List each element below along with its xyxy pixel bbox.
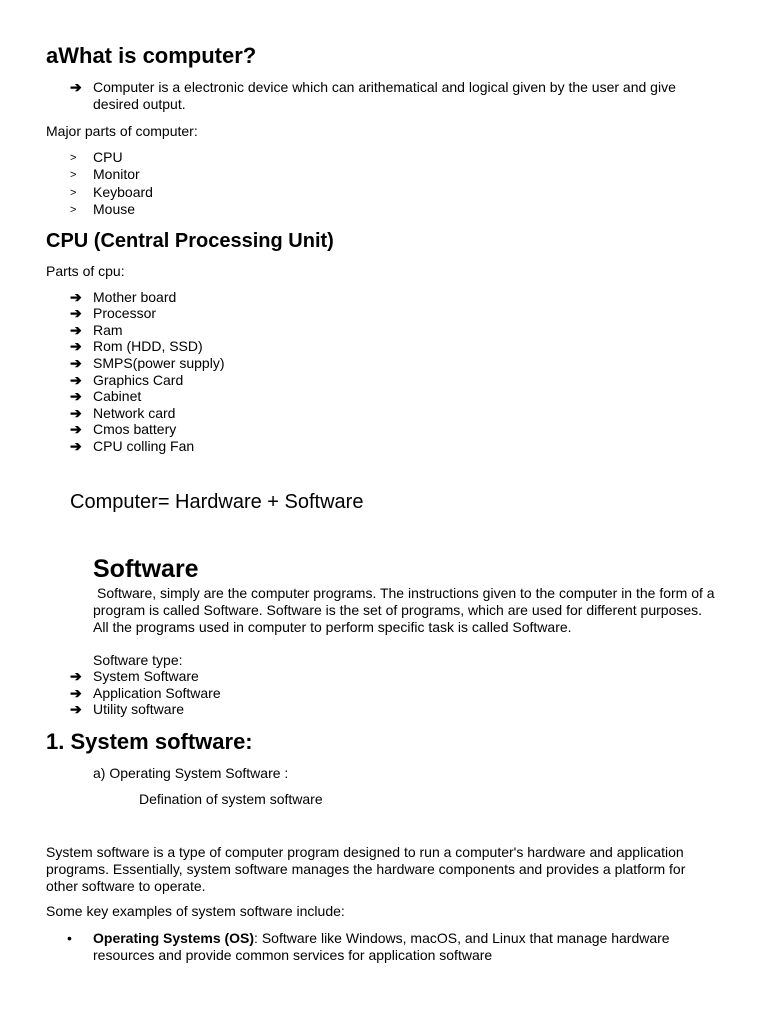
arrow-bullet-icon: ➔ (70, 355, 82, 371)
system-paragraph: System software is a type of computer program designed to run a computer's hardware and application programs. Essentially, system software manages the hardware components and provides a platform for other software to operate. (46, 844, 686, 894)
equation-text: Computer= Hardware + Software (70, 491, 364, 513)
software-paragraph: Software, simply are the computer programs. The instructions given to the computer in the form of a program is called Software. Software is the set of programs, which are used for different purposes. All the programs used in computer to perform specific task is called Software. (93, 585, 715, 635)
cpu-heading: CPU (Central Processing Unit) (46, 230, 334, 252)
arrow-bullet-icon: ➔ (70, 289, 82, 305)
chevron-right-icon: > (70, 169, 77, 181)
list-item: Cmos battery (93, 421, 177, 437)
list-item: Network card (93, 405, 176, 421)
list-item: Mouse (93, 201, 136, 217)
list-item: Rom (HDD, SSD) (93, 338, 203, 354)
system-software-heading: 1. System software: (46, 729, 253, 754)
arrow-bullet-icon: ➔ (70, 305, 82, 321)
definition-text: Computer is a electronic device which can arithematical and logical given by the user and give desired output. (93, 79, 676, 112)
list-item: SMPS(power supply) (93, 355, 225, 371)
list-item: Processor (93, 305, 157, 321)
examples-label: Some key examples of system software include: (46, 903, 345, 919)
software-heading: Software (93, 555, 199, 583)
list-item: CPU colling Fan (93, 438, 195, 454)
list-item: Cabinet (93, 388, 142, 404)
arrow-bullet-icon: ➔ (70, 405, 82, 421)
list-item: Mother board (93, 289, 177, 305)
arrow-bullet-icon: ➔ (70, 79, 82, 95)
arrow-bullet-icon: ➔ (70, 701, 82, 717)
defination-label: Defination of system software (139, 791, 323, 807)
arrow-bullet-icon: ➔ (70, 668, 82, 684)
list-item: Application Software (93, 685, 221, 701)
cpu-parts-label: Parts of cpu: (46, 263, 125, 279)
arrow-bullet-icon: ➔ (70, 388, 82, 404)
list-item: Monitor (93, 166, 140, 182)
arrow-bullet-icon: ➔ (70, 421, 82, 437)
list-item: Ram (93, 322, 123, 338)
list-item (93, 930, 713, 964)
list-item: CPU (93, 149, 123, 165)
bullet-dot-icon: • (67, 930, 72, 946)
arrow-bullet-icon: ➔ (70, 438, 82, 454)
list-item: Utility software (93, 701, 185, 717)
list-item: Keyboard (93, 184, 153, 200)
list-item: Graphics Card (93, 372, 184, 388)
chevron-right-icon: > (70, 204, 77, 216)
os-description: : Software like Windows, macOS, and Linux that manage hardware resources and provide common services for application software (93, 930, 670, 963)
arrow-bullet-icon: ➔ (70, 685, 82, 701)
arrow-bullet-icon: ➔ (70, 338, 82, 354)
os-item: a) Operating System Software : (93, 765, 289, 781)
arrow-bullet-icon: ➔ (70, 322, 82, 338)
software-type-label: Software type: (93, 652, 183, 668)
arrow-bullet-icon: ➔ (70, 372, 82, 388)
major-parts-label: Major parts of computer: (46, 123, 198, 139)
os-term: Operating Systems (OS) (93, 930, 255, 946)
chevron-right-icon: > (70, 187, 77, 199)
page-title: aWhat is computer? (46, 43, 257, 68)
chevron-right-icon: > (70, 152, 77, 164)
list-item: System Software (93, 668, 199, 684)
